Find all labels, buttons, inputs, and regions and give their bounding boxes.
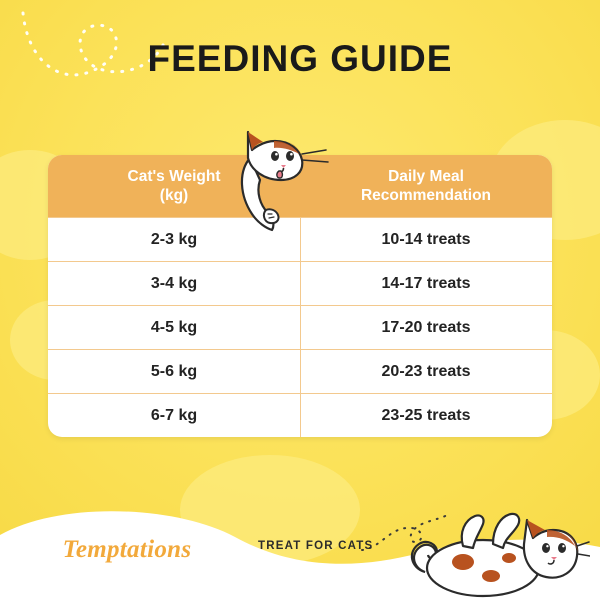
table-body	[48, 217, 552, 437]
cell-weight: 6-7 kg	[150, 406, 198, 424]
cell-treats: 10-14 treats	[381, 230, 471, 248]
cell-weight: 5-6 kg	[150, 362, 198, 380]
cell-weight: 4-5 kg	[150, 318, 198, 336]
column-header-weight-line1: Cat's Weight	[127, 167, 221, 185]
brand-logo: Temptations	[62, 536, 192, 563]
column-divider	[300, 217, 301, 437]
cell-treats: 23-25 treats	[381, 406, 471, 424]
cell-treats: 14-17 treats	[381, 274, 471, 292]
cat-peeking-icon	[218, 110, 338, 235]
column-header-recommendation-line2: Recommendation	[360, 187, 492, 204]
column-header-weight-line2: (kg)	[159, 187, 189, 204]
tagline: TREAT FOR CATS	[258, 540, 374, 552]
dotted-squiggle-decoration	[360, 510, 450, 555]
cell-treats: 17-20 treats	[381, 318, 471, 336]
page-title: FEEDING GUIDE	[147, 38, 453, 79]
column-header-recommendation-line1: Daily Meal	[388, 167, 464, 185]
cell-treats: 20-23 treats	[381, 362, 471, 380]
cell-weight: 3-4 kg	[150, 274, 198, 292]
cell-weight: 2-3 kg	[150, 230, 198, 248]
